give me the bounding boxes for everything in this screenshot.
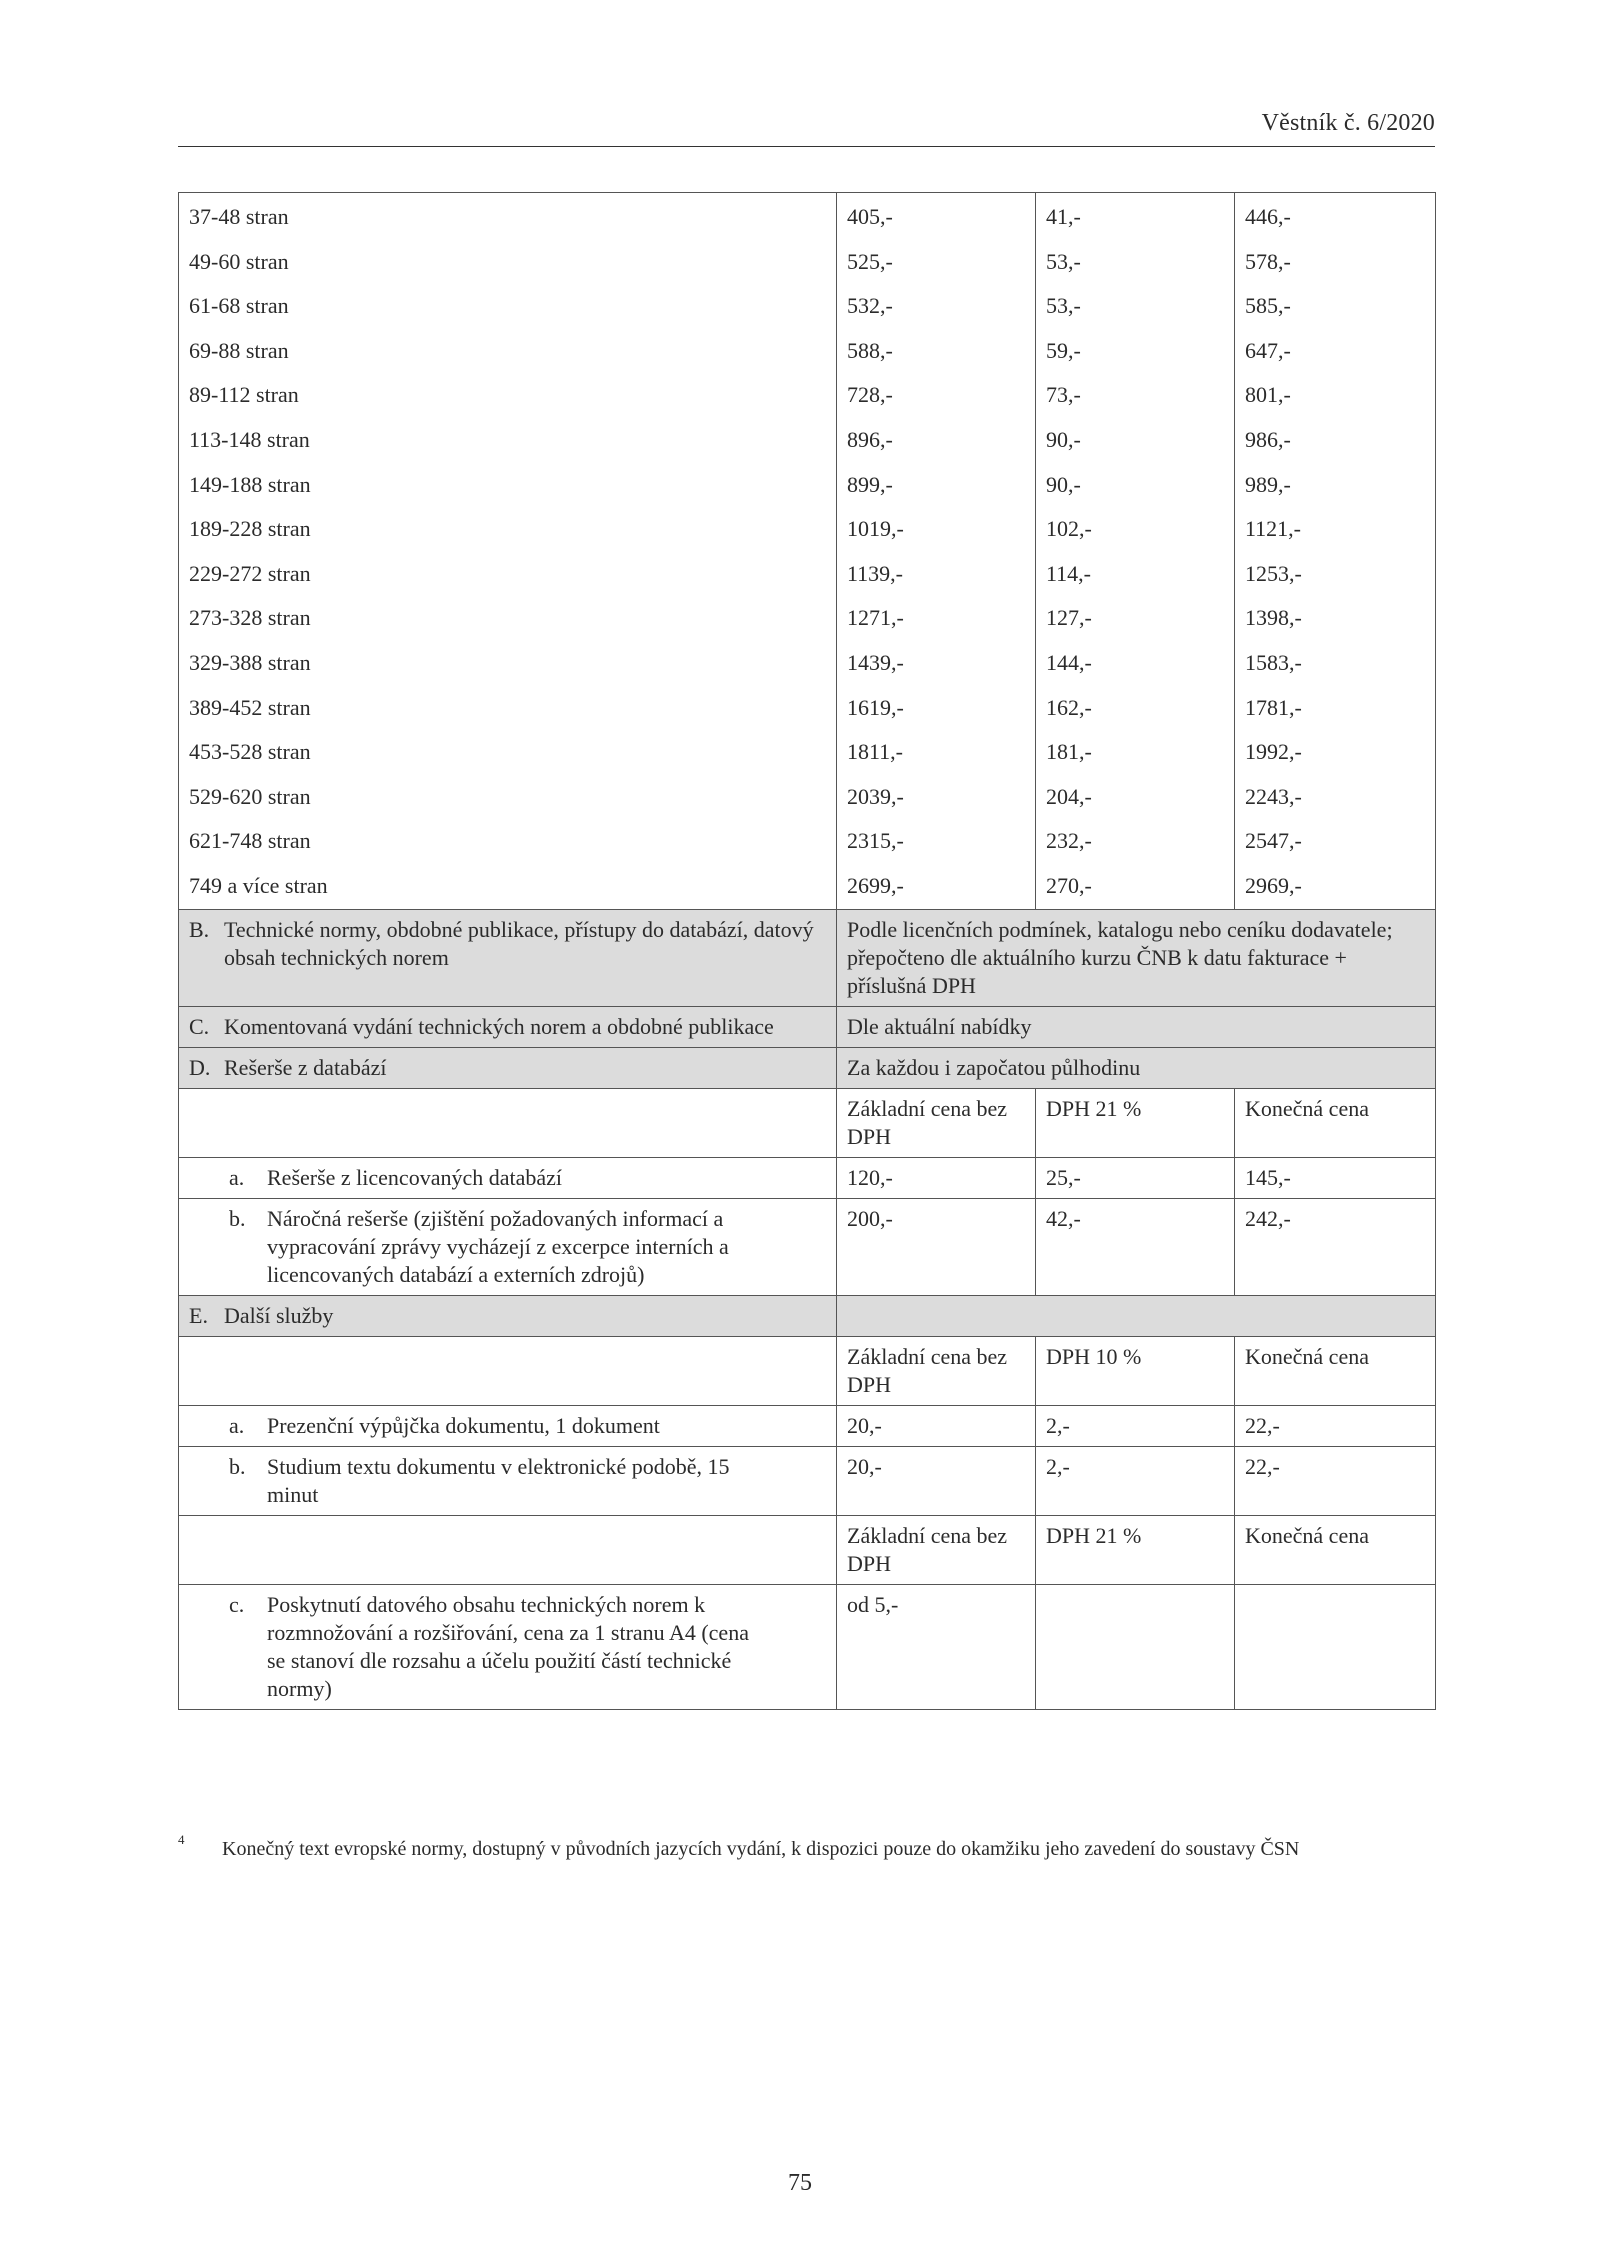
page-header — [178, 108, 1435, 147]
total-cell: 1121,- — [1245, 516, 1302, 542]
item-total — [1235, 1584, 1436, 1709]
vat-cell: 232,- — [1046, 828, 1092, 854]
base-price-cell: 2039,- — [847, 783, 904, 809]
vat-cell: 270,- — [1046, 872, 1092, 898]
section-d-note: Za každou i započatou půlhodinu — [837, 1047, 1436, 1088]
base-price-cell: 899,- — [847, 471, 893, 497]
section-e-label: E. — [189, 1302, 208, 1328]
range-cell: 189-228 stran — [189, 516, 311, 542]
base-price-cell: 2315,- — [847, 828, 904, 854]
range-cell: 329-388 stran — [189, 649, 311, 675]
total-cell: 986,- — [1245, 426, 1291, 452]
base-price-cell: 1439,- — [847, 649, 904, 675]
section-d-title-cell — [179, 1047, 837, 1088]
item-total: 145,- — [1235, 1157, 1436, 1198]
vat-cell: 127,- — [1046, 605, 1092, 631]
section-c-title: Komentovaná vydání technických norem a obdobné publikace — [224, 1013, 774, 1039]
item-base-price: 200,- — [837, 1198, 1036, 1295]
vat-cell: 114,- — [1046, 560, 1092, 586]
item-vat — [1036, 1584, 1235, 1709]
item-base-price: 120,- — [837, 1157, 1036, 1198]
section-b-row — [179, 909, 1436, 1006]
vat-cell: 90,- — [1046, 471, 1081, 497]
range-cell: 37-48 stran — [189, 204, 289, 229]
base-price-cell: 532,- — [847, 293, 893, 319]
total-cell: 801,- — [1245, 382, 1291, 408]
section-c-row — [179, 1006, 1436, 1047]
section-d-label: D. — [189, 1054, 211, 1080]
total-cell: 1992,- — [1245, 739, 1302, 765]
section-b-note: Podle licenčních podmínek, katalogu nebo ceníku dodavatele; přepočteno dle aktuálního kurzu ČNB k datu fakturace + příslušná DPH — [837, 909, 1436, 1006]
item-total: 242,- — [1235, 1198, 1436, 1295]
section-e-row — [179, 1295, 1436, 1336]
total-cell: 2969,- — [1245, 872, 1302, 898]
range-cell: 49-60 stran — [189, 248, 289, 274]
section-e-title: Další služby — [224, 1302, 334, 1328]
vat-cell: 162,- — [1046, 694, 1092, 720]
section-e-header-row-2 — [179, 1515, 1436, 1584]
range-cell: 89-112 stran — [189, 382, 299, 408]
base-price-cell: 1271,- — [847, 605, 904, 631]
range-cell: 529-620 stran — [189, 783, 311, 809]
vat-cell: 144,- — [1046, 649, 1092, 675]
vat-cell: 90,- — [1046, 426, 1081, 452]
vat-cell: 102,- — [1046, 516, 1092, 542]
vat-cell: 181,- — [1046, 739, 1092, 765]
item-label: a. — [229, 1412, 245, 1438]
vat-cell: 53,- — [1046, 248, 1081, 274]
section-b-title: Technické normy, obdobné publikace, přístupy do databází, datový obsah technických norem — [224, 916, 814, 970]
vat-cell: 73,- — [1046, 382, 1081, 408]
header-vat: DPH 10 % — [1036, 1336, 1235, 1405]
footnote-mark: 4 — [178, 1832, 185, 1847]
header-vat: DPH 21 % — [1036, 1088, 1235, 1157]
item-label: b. — [229, 1453, 246, 1479]
section-e-item-a — [179, 1405, 1436, 1446]
vat-cell: 59,- — [1046, 337, 1081, 363]
base-price-cell: 728,- — [847, 382, 893, 408]
base-price-cell: 1811,- — [847, 739, 904, 765]
item-label: c. — [229, 1591, 245, 1617]
section-d-header-row — [179, 1088, 1436, 1157]
base-price-cell: 588,- — [847, 337, 893, 363]
section-e-header-row — [179, 1336, 1436, 1405]
base-price-cell: 525,- — [847, 248, 893, 274]
header-base-price: Základní cena bez DPH — [837, 1336, 1036, 1405]
range-column — [179, 193, 837, 910]
item-base-price: 20,- — [837, 1446, 1036, 1515]
vat-cell: 41,- — [1046, 204, 1081, 229]
vat-cell: 204,- — [1046, 783, 1092, 809]
range-cell: 149-188 stran — [189, 471, 311, 497]
item-text: Náročná rešerše (zjištění požadovaných informací a vypracování zprávy vycházejí z excerpce interních a licencovaných databází a externích zdrojů) — [267, 1205, 729, 1287]
total-cell: 578,- — [1245, 248, 1291, 274]
total-cell: 1398,- — [1245, 605, 1302, 631]
price-table — [178, 192, 1436, 1710]
total-cell: 1781,- — [1245, 694, 1302, 720]
base-price-cell: 1139,- — [847, 560, 904, 586]
header-total: Konečná cena — [1235, 1336, 1436, 1405]
range-cell: 749 a více stran — [189, 872, 328, 898]
total-column — [1235, 193, 1436, 910]
item-text: Prezenční výpůjčka dokumentu, 1 dokument — [267, 1412, 660, 1438]
page-ranges-block — [179, 193, 1436, 910]
total-cell: 2547,- — [1245, 828, 1302, 854]
section-d-item-b — [179, 1198, 1436, 1295]
base-price-cell: 1019,- — [847, 516, 904, 542]
header-base-price: Základní cena bez DPH — [837, 1088, 1036, 1157]
total-cell: 647,- — [1245, 337, 1291, 363]
section-c-title-cell — [179, 1006, 837, 1047]
vat-column — [1036, 193, 1235, 910]
base-price-cell: 405,- — [847, 204, 893, 229]
total-cell: 2243,- — [1245, 783, 1302, 809]
total-cell: 585,- — [1245, 293, 1291, 319]
section-d-row — [179, 1047, 1436, 1088]
base-price-column — [837, 193, 1036, 910]
section-b-title-cell — [179, 909, 837, 1006]
item-total: 22,- — [1235, 1446, 1436, 1515]
item-vat: 25,- — [1036, 1157, 1235, 1198]
item-label: b. — [229, 1205, 246, 1231]
range-cell: 273-328 stran — [189, 605, 311, 631]
section-e-item-b — [179, 1446, 1436, 1515]
header-total: Konečná cena — [1235, 1515, 1436, 1584]
range-cell: 229-272 stran — [189, 560, 311, 586]
base-price-cell: 1619,- — [847, 694, 904, 720]
page-number: 75 — [788, 2170, 812, 2196]
section-e-item-c — [179, 1584, 1436, 1709]
footnote-text: Konečný text evropské normy, dostupný v původních jazycích vydání, k dispozici pouze do okamžiku jeho zavedení do soustavy ČSN — [222, 1838, 1300, 1860]
total-cell: 989,- — [1245, 471, 1291, 497]
range-cell: 61-68 stran — [189, 293, 289, 319]
header-base-price: Základní cena bez DPH — [837, 1515, 1036, 1584]
total-cell: 1253,- — [1245, 560, 1302, 586]
item-text: Poskytnutí datového obsahu technických norem k rozmnožování a rozšiřování, cena za 1 stranu A4 (cena se stanoví dle rozsahu a účelu použití částí technické normy) — [267, 1591, 749, 1701]
item-text: Studium textu dokumentu v elektronické podobě, 15 minut — [267, 1453, 730, 1507]
base-price-cell: 2699,- — [847, 872, 904, 898]
item-vat: 42,- — [1036, 1198, 1235, 1295]
item-total: 22,- — [1235, 1405, 1436, 1446]
section-d-title: Rešerše z databází — [224, 1054, 387, 1080]
range-cell: 69-88 stran — [189, 337, 289, 363]
range-cell: 453-528 stran — [189, 739, 311, 765]
section-c-note: Dle aktuální nabídky — [837, 1006, 1436, 1047]
item-base-price: 20,- — [837, 1405, 1036, 1446]
item-text: Rešerše z licencovaných databází — [267, 1164, 563, 1190]
range-cell: 389-452 stran — [189, 694, 311, 720]
range-cell: 621-748 stran — [189, 828, 311, 854]
header-total: Konečná cena — [1235, 1088, 1436, 1157]
vat-cell: 53,- — [1046, 293, 1081, 319]
item-label: a. — [229, 1164, 245, 1190]
item-vat: 2,- — [1036, 1446, 1235, 1515]
section-c-label: C. — [189, 1013, 210, 1039]
section-e-title-cell — [179, 1295, 837, 1336]
item-vat: 2,- — [1036, 1405, 1235, 1446]
total-cell: 1583,- — [1245, 649, 1302, 675]
total-cell: 446,- — [1245, 204, 1291, 229]
item-base-price: od 5,- — [837, 1584, 1036, 1709]
header-vat: DPH 21 % — [1036, 1515, 1235, 1584]
section-d-item-a — [179, 1157, 1436, 1198]
section-b-label: B. — [189, 916, 210, 942]
journal-title: Věstník č. 6/2020 — [1261, 110, 1435, 136]
base-price-cell: 896,- — [847, 426, 893, 452]
range-cell: 113-148 stran — [189, 426, 310, 452]
